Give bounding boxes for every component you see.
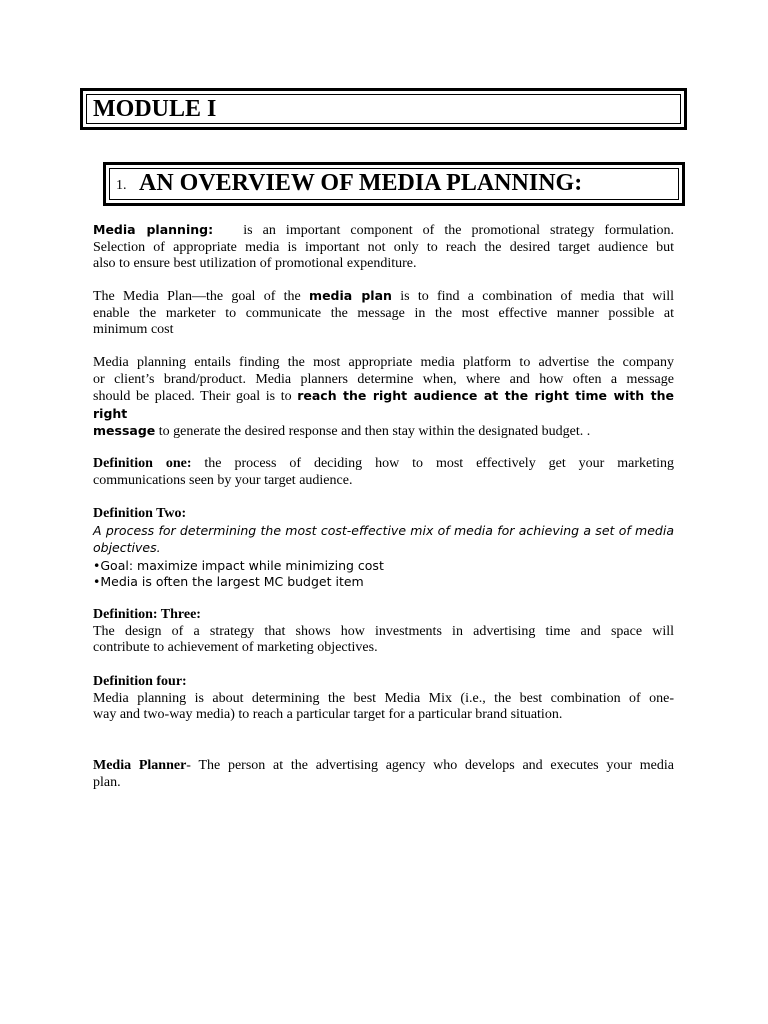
paragraph-text: contribute to achievement of marketing objectives.	[93, 640, 378, 655]
paragraph-text: The design of a strategy that shows how investments in advertising time and space will	[93, 623, 674, 639]
definition-heading: Definition: Three:	[93, 607, 201, 622]
paragraph-text: Selection of appropriate media is important not only to reach the desired target audience but	[93, 239, 674, 255]
definition-heading: Definition four:	[93, 674, 187, 689]
paragraph-text: also to ensure best utilization of promotional expenditure.	[93, 256, 417, 271]
emphasis-text: message	[93, 423, 156, 438]
media-planner-paragraph	[93, 758, 674, 791]
paragraph-media-platform	[93, 355, 674, 441]
term-media-planning: Media planning:	[93, 222, 214, 237]
paragraph-text: communications seen by your target audience.	[93, 472, 353, 488]
paragraph-text: way and two-way media) to reach a particular target for a particular brand situation.	[93, 707, 563, 722]
paragraph-text: is an important component of the promotional strategy formulation.	[243, 223, 675, 238]
paragraph-text: Media planning entails finding the most appropriate media platform to advertise the company	[93, 355, 674, 370]
section-number: 1.	[116, 178, 127, 193]
emphasis-text: reach the right audience at the right time with the right	[93, 388, 674, 421]
term-media-planner: Media Planner	[93, 758, 187, 773]
definition-heading: Definition one:	[93, 456, 192, 471]
definition-one	[93, 456, 674, 489]
definition-heading: Definition Two:	[93, 506, 187, 521]
definition-four	[93, 674, 674, 724]
paragraph-text: enable the marketer to communicate the message in the most effective manner possible at	[93, 305, 674, 321]
paragraph-text: The Media Plan—the goal of the	[93, 289, 301, 304]
paragraph-text: to generate the desired response and then stay within the designated budget. .	[158, 424, 591, 439]
paragraph-media-planning	[93, 222, 674, 273]
term-media-plan: media plan	[309, 288, 392, 303]
bullet-item: •Goal: maximize impact while minimizing cost	[93, 557, 384, 573]
paragraph-media-plan	[93, 288, 674, 339]
paragraph-text: the process of deciding how to most effectively get your marketing	[204, 456, 674, 471]
paragraph-text: minimum cost	[93, 322, 174, 337]
definition-two	[93, 506, 674, 591]
bullet-item: •Media is often the largest MC budget item	[93, 574, 364, 589]
paragraph-text: is to find a combination of media that will	[400, 289, 675, 304]
paragraph-text: plan.	[93, 774, 121, 790]
paragraph-text: - The person at the advertising agency who develops and executes your media	[186, 758, 674, 773]
module-title: MODULE I	[93, 96, 217, 122]
paragraph-text: should be placed. Their goal is to	[93, 389, 292, 404]
definition-text: A process for determining the most cost-effective mix of media for achieving a set of media	[93, 522, 674, 538]
paragraph-text: or client’s brand/product. Media planners determine when, where and how often a message	[93, 371, 674, 387]
definition-three	[93, 607, 674, 657]
paragraph-text: Media planning is about determining the best Media Mix (i.e., the best combination of one-	[93, 690, 674, 706]
section-title: AN OVERVIEW OF MEDIA PLANNING:	[139, 170, 583, 196]
definition-text: objectives.	[93, 540, 161, 555]
